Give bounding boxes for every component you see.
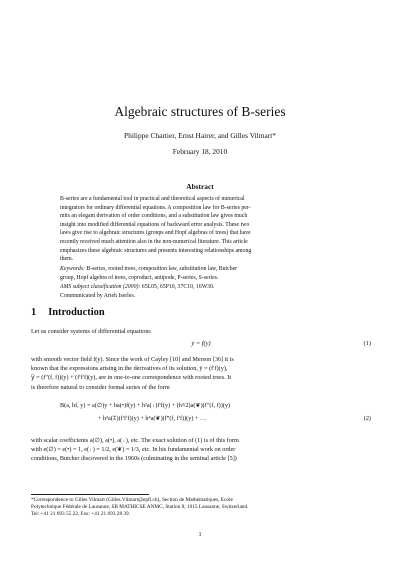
- keywords-line-2: group, Hopf algebra of trees, coproduct, antipode, P-series, S-series.: [60, 274, 219, 281]
- ams-label: AMS subject classification (2000):: [60, 284, 141, 290]
- abstract-line: insight into modified differential equations of backward error analysis. These two: [60, 221, 250, 228]
- date-line: February 18, 2010: [172, 147, 228, 156]
- communicated-by: Communicated by Arieh Iserles.: [60, 293, 136, 299]
- page-number: 1: [198, 531, 202, 538]
- body-line: known that the expressions arising in the derivatives of its solution, ÿ = (f′f)(y),: [31, 365, 228, 373]
- body-line: is therefore natural to consider formal series of the form: [31, 383, 170, 391]
- intro-paragraph: [31, 327, 371, 336]
- abstract-line: them.: [60, 256, 74, 263]
- abstract-heading: Abstract: [186, 182, 214, 191]
- equation-1-tag: (1): [363, 340, 371, 347]
- equation-2-line-1: B(a, hf, y) = a(∅)y + ha(•)f(y) + h²a(ᛧ)f′f(y) + (h³/2)a(❦)(f″(f, f))(y): [60, 402, 230, 409]
- body-line: conditions, Butcher discovered in the 1960s (culminating in the seminal article [5]): [31, 455, 237, 463]
- footnote-rule: [31, 494, 149, 495]
- abstract-line: emphasizes these algebraic structures and presents interesting relationships among: [60, 247, 252, 254]
- keywords-text: B-series, rooted trees, composition law, substitution law, Butcher: [86, 266, 238, 272]
- keywords-line-1: [60, 265, 343, 274]
- body-line: with smooth vector field f(y). Since the work of Cayley [10] and Merson [36] it is: [31, 356, 234, 363]
- body-line: with e(∅) = e(•) = 1, e(ᛧ) = 1/2, e(❦) = 1/3, etc. In his fundamental work on order: [31, 446, 236, 454]
- paragraph-2: [31, 355, 371, 392]
- paper-title: Algebraic structures of B-series: [114, 104, 286, 119]
- equation-1-body: ẏ = f(y): [191, 340, 211, 347]
- abstract-line: B-series are a fundamental tool in practical and theoretical aspects of numerical: [60, 196, 245, 202]
- footnote: [31, 497, 376, 519]
- abstract-line: laws give rise to algebraic structures (groups and Hopf algebras of trees) that have: [60, 230, 251, 237]
- footnote-line: Tel: +41 21 693 55 22, Fax: +41 21 693 28 39.: [31, 511, 131, 518]
- abstract-body: [60, 195, 343, 264]
- keywords-label: Keywords:: [60, 266, 85, 272]
- section-title: Introduction: [48, 307, 105, 318]
- equation-2-tag: (2): [363, 415, 371, 422]
- paragraph-3: [31, 436, 371, 464]
- footnote-line: Polytechnique Fédérale de Lausanne, SB MATHICSE ANMC, Station 8, 1015 Lausanne, Switzerland.: [31, 504, 249, 511]
- section-number: 1: [31, 307, 37, 318]
- abstract-line: mits an elegant derivation of order conditions, and a substitution law gives much: [60, 213, 248, 220]
- equation-1: [31, 340, 371, 350]
- equation-2-line-2: + h³a(ᛯ)(f′f′f)(y) + h⁴a(❦)(f‴(f, f′f))(y) + …: [98, 415, 207, 422]
- intro-line: Let us consider systems of differential equations: [31, 328, 151, 335]
- equation-2: [60, 402, 371, 430]
- ams-classification: [60, 283, 343, 292]
- ams-text: 65L05, 65P10, 37C10, 16W30.: [141, 284, 215, 290]
- body-line: with scalar coefficients a(∅), a(•), a(ᛧ), etc. The exact solution of (1) is of this form: [31, 437, 239, 444]
- abstract-line: recently received much attention also in the non-numerical literature. This article: [60, 238, 248, 245]
- footnote-line: *Correspondence to Gilles Vilmart (Gilles.Vilmart@epfl.ch), Section de Mathématiques, Ecole: [31, 497, 233, 503]
- section-heading: [31, 307, 105, 318]
- authors-line: Philippe Chartier, Ernst Hairer, and Gilles Vilmart*: [124, 131, 276, 140]
- abstract-line: integrators for ordinary differential equations. A composition law for B-series per-: [60, 204, 251, 211]
- body-line: y⃛ = (f″(f, f))(y) + (f′f′f)(y), are in one-to-one correspondence with rooted trees. It: [31, 374, 232, 382]
